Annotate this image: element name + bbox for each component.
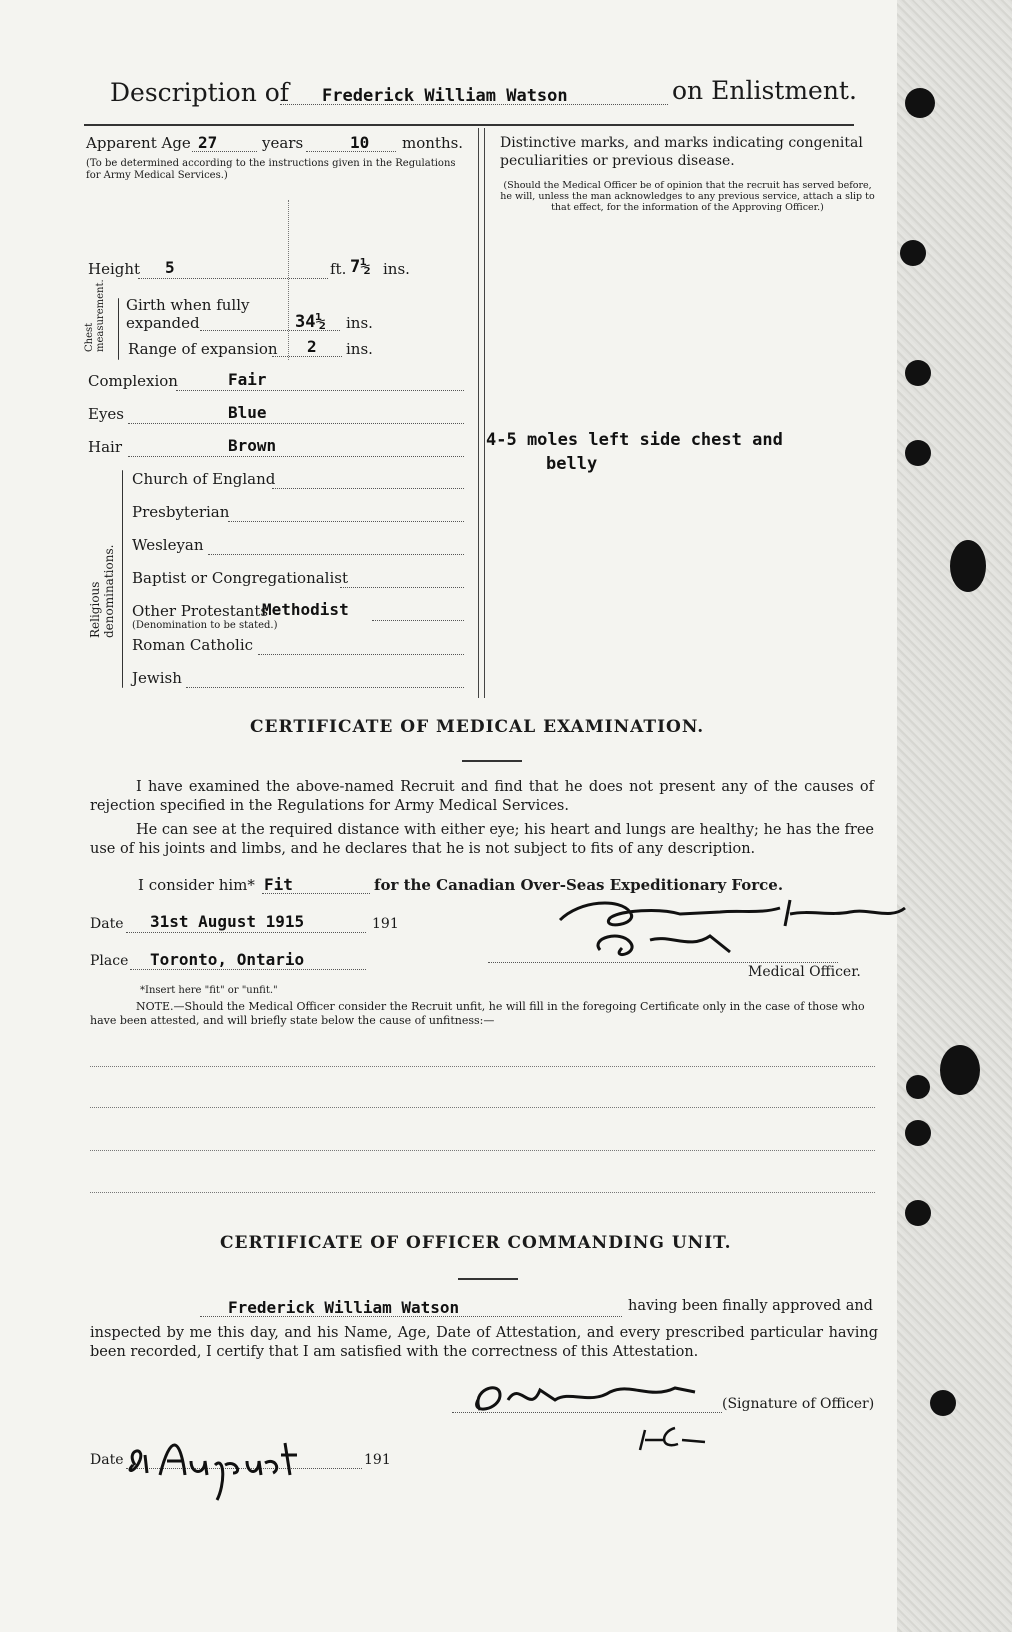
dotted-line [272,356,342,357]
jewish-label: Jewish [132,669,182,687]
age-years: 27 [198,133,218,152]
title-underline [462,760,522,762]
dotted-line [258,654,464,655]
medical-place-value: Toronto, Ontario [150,950,305,969]
dotted-line [186,687,464,688]
years-label: years [262,134,304,152]
chest-measurement-label: Chest measurement. [84,279,106,352]
signature-of-officer-label: (Signature of Officer) [722,1396,875,1412]
previous-service-note: (Should the Medical Officer be of opinion that the recruit has served before, he will, unless the man acknowledges to any previous service, attach a slip to that effect, for the information of the Approving Officer.) [500,180,875,213]
punch-hole [950,540,986,592]
complexion-label: Complexion [88,372,178,390]
other-protestants-value: Methodist [262,600,349,619]
medical-officer-label: Medical Officer. [748,964,861,980]
punch-hole [930,1390,956,1416]
brace [122,470,123,688]
medical-date-label: Date [90,916,124,932]
dotted-line [208,554,464,555]
height-feet: 5 [165,258,175,277]
handwritten-date [125,1425,325,1505]
header-rule [84,124,854,126]
eyes-label: Eyes [88,405,124,423]
punch-hole [905,360,931,386]
punch-hole [905,440,931,466]
dotted-line [452,1412,722,1413]
range-label: Range of expansion [128,340,278,358]
dotted-line [128,456,464,457]
medical-officer-signature [540,890,920,970]
months-label: months. [402,134,464,152]
punch-hole [900,240,926,266]
commanding-year-print: 191 [364,1452,391,1468]
medical-year-print: 191 [372,916,399,932]
dotted-line [130,969,366,970]
denomination-note: (Denomination to be stated.) [132,620,278,631]
dotted-line [138,278,328,279]
age-instructions-note: (To be determined according to the instructions given in the Regulations for Army Medical Services.) [86,158,456,181]
roman-catholic-label: Roman Catholic [132,636,254,654]
medical-date-value: 31st August 1915 [150,912,305,931]
eyes-value: Blue [228,403,267,422]
unfitness-line [90,1150,875,1151]
commanding-recruit-name: Frederick William Watson [228,1298,460,1317]
unfitness-line [90,1107,875,1108]
religious-denominations-label: Religious denominations. [88,544,116,638]
fitness-value: Fit [264,875,293,894]
height-label: Height [88,260,141,278]
medical-paragraph-2: He can see at the required distance with either eye; his heart and lungs are healthy; he has the free use of his joints and limbs, and he declares that he is not subject to fits of any description. [90,822,874,857]
medical-paragraph-1: I have examined the above-named Recruit and find that he does not present any of the causes of rejection specified in the Regulations for Army Medical Services. [90,779,874,814]
hair-value: Brown [228,436,277,455]
medical-certificate-title: CERTIFICATE OF MEDICAL EXAMINATION. [250,717,705,737]
dotted-line [126,932,366,933]
field-divider [288,200,289,360]
dotted-line [272,488,464,489]
force-label: for the Canadian Over-Seas Expeditionary Force. [374,876,784,894]
complexion-value: Fair [228,370,267,389]
column-divider [478,128,479,698]
unfit-note: NOTE.—Should the Medical Officer consider the Recruit unfit, he will fill in the foregoing Certificate only in the case of those who have been attested, and will briefly state below the cause of unfitness:— [90,1000,865,1027]
title-underline [458,1278,518,1280]
church-of-england-label: Church of England [132,470,276,488]
dotted-line [372,620,464,621]
recruit-name: Frederick William Watson [322,86,568,106]
wesleyan-label: Wesleyan [132,536,204,554]
commanding-date-label: Date [90,1452,124,1468]
dotted-line [228,521,464,522]
punch-hole [905,1120,931,1146]
height-inches: 7½ [350,257,371,277]
hair-label: Hair [88,438,122,456]
range-inches: 2 [307,337,317,356]
punch-hole [906,1075,930,1099]
presbyterian-label: Presbyterian [132,503,230,521]
unfitness-line [90,1192,875,1193]
distinctive-marks-heading: Distinctive marks, and marks indicating congenital peculiarities or previous disease. [500,135,863,169]
dotted-line [176,390,464,391]
medical-place-label: Place [90,953,129,969]
on-enlistment-label: on Enlistment. [672,76,857,105]
distinctive-marks-line-2: belly [546,454,598,474]
unfitness-line [90,1066,875,1067]
punch-hole [905,88,935,118]
age-months: 10 [350,133,370,152]
girth-unit: ins. [346,314,373,332]
punch-hole [940,1045,980,1095]
apparent-age-label: Apparent Age [86,134,191,152]
distinctive-marks-line-1: 4-5 moles left side chest and [486,430,783,450]
approved-text: having been finally approved and [628,1298,873,1314]
insert-fit-note: *Insert here "fit" or "unfit." [140,985,278,996]
girth-inches: 34½ [295,312,326,332]
punch-hole [905,1200,931,1226]
dotted-line [488,962,838,963]
ins-label: ins. [383,260,410,278]
commanding-paragraph: inspected by me this day, and his Name, Age, Date of Attestation, and every prescribed particular having been recorded, I certify that I am satisfied with the correctness of this Attestation. [90,1325,878,1360]
other-protestants-label: Other Protestants [132,602,269,620]
consider-him-label: I consider him* [138,876,255,894]
description-of-label: Description of [110,78,290,107]
girth-label: Girth when fully expanded [126,296,250,332]
dotted-line [128,423,464,424]
commanding-certificate-title: CERTIFICATE OF OFFICER COMMANDING UNIT. [220,1233,732,1253]
baptist-label: Baptist or Congregationalist [132,569,348,587]
brace [118,298,119,360]
ft-label: ft. [330,260,347,278]
commanding-officer-signature [460,1370,720,1460]
column-divider [484,128,485,698]
dotted-line [340,587,464,588]
range-unit: ins. [346,340,373,358]
